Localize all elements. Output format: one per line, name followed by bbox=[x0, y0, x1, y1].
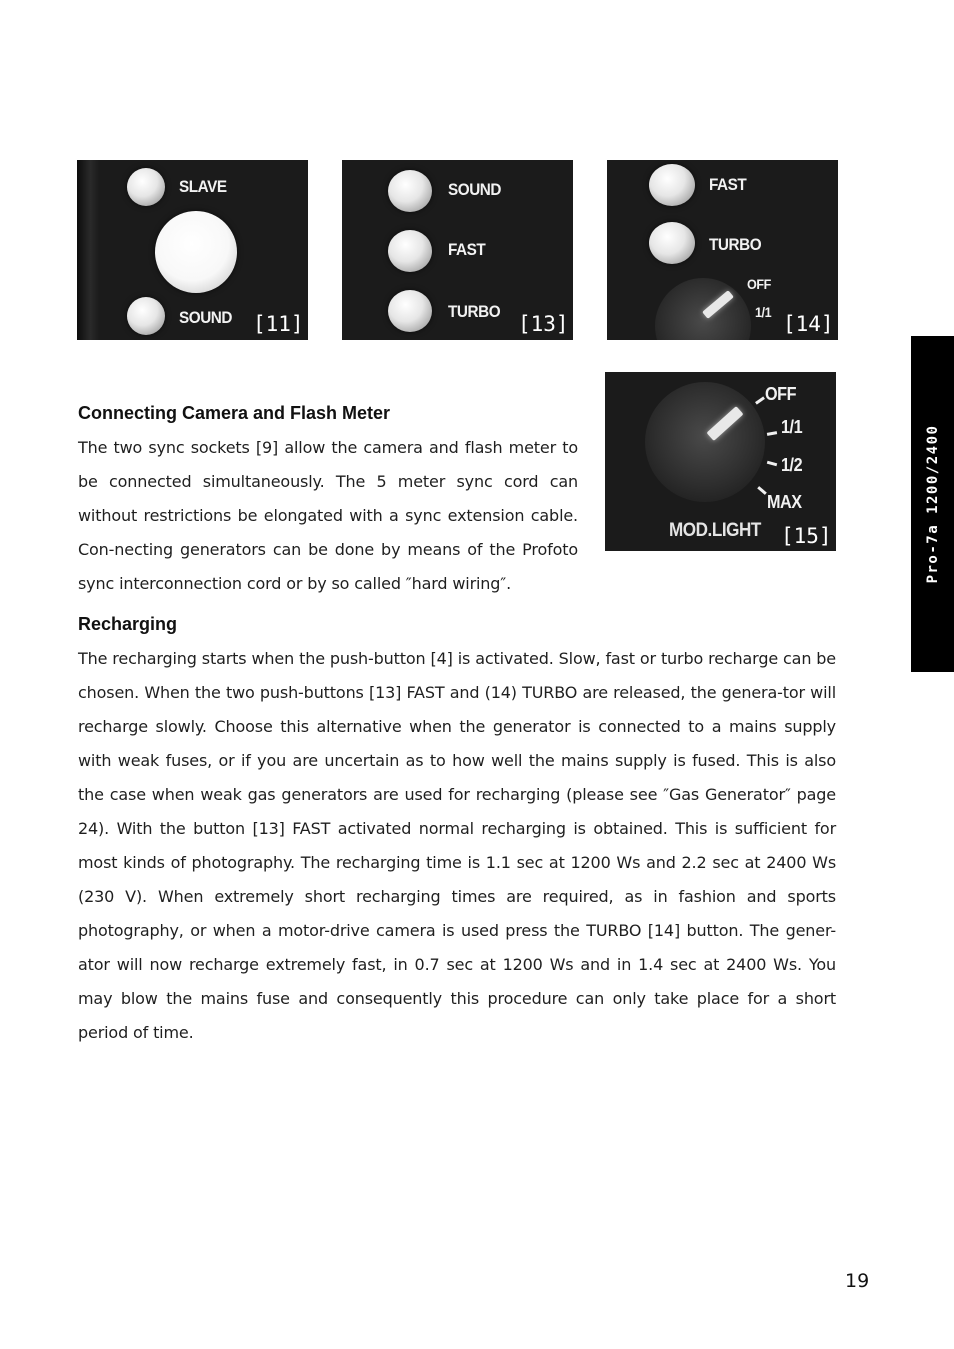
modlight-label: MOD.LIGHT bbox=[669, 520, 761, 541]
off-label: OFF bbox=[747, 276, 771, 292]
sound-label: SOUND bbox=[179, 308, 233, 327]
paragraph-connecting: The two sync sockets [9] allow the camera and flash meter to be connected simultaneously. The 5 meter sync cord can without restrictions be elongated with a sync extension cable. Con-necting generators can be done by means of the Profoto sync interconnection cord or by so called ″hard wiring″. bbox=[78, 438, 578, 593]
page-number: 19 bbox=[845, 1270, 870, 1292]
figure-14-photo bbox=[607, 160, 838, 340]
fast-button-photo bbox=[649, 164, 695, 206]
off-label: OFF bbox=[765, 384, 797, 404]
paragraph-recharging: The recharging starts when the push-button [4] is activated. Slow, fast or turbo recharge can be chosen. When the two push-buttons [13] FAST and (14) TURBO are released, the genera-tor will recharge slowly. Choose this alternative when the generator is connected to a mains supply with weak fuses, or if you are uncertain as to how well the mains supply is fused. This is also the case when weak gas generators are used for recharging (please see ″Gas Generator″ page 24). With the button [13] FAST activated normal recharging is obtained. This is sufficient for most kinds of photography. The recharging time is 1.1 sec at 1200 Ws and 2.2 sec at 2400 Ws (230 V). When extremely short recharging times are required, as in fashion and sports photography, or when a motor-drive camera is used press the TURBO [14] button. The gener-ator will now recharge extremely fast, in 0.7 sec at 1200 Ws and in 1.4 sec at 2400 Ws. You may blow the mains fuse and consequently this procedure can only take place for a short period of time. bbox=[78, 649, 836, 1042]
section-heading-connecting: Connecting Camera and Flash Meter bbox=[78, 403, 391, 423]
side-tab bbox=[911, 336, 954, 672]
figure-number: [14] bbox=[783, 312, 834, 336]
one-label: 1/1 bbox=[755, 304, 772, 320]
scale-tick bbox=[767, 431, 777, 436]
figure-number: [13] bbox=[518, 312, 569, 336]
sound-button-photo bbox=[127, 297, 165, 335]
turbo-button-photo bbox=[649, 222, 695, 264]
figure-15-photo bbox=[605, 372, 836, 551]
section-heading-recharging: Recharging bbox=[78, 614, 178, 634]
side-tab-label: Pro-7a 1200/2400 bbox=[924, 424, 941, 584]
fast-label: FAST bbox=[709, 175, 747, 194]
figure-11-photo bbox=[77, 160, 308, 340]
scale-tick bbox=[757, 486, 767, 495]
one-label: 1/1 bbox=[781, 417, 803, 437]
panel-edge bbox=[77, 160, 99, 340]
modlight-knob-photo bbox=[645, 382, 765, 502]
turbo-label: TURBO bbox=[448, 302, 501, 321]
scale-tick bbox=[755, 396, 765, 404]
slave-button-photo bbox=[127, 168, 165, 206]
fast-label: FAST bbox=[448, 240, 486, 259]
figure-number: [11] bbox=[253, 312, 304, 336]
half-label: 1/2 bbox=[781, 455, 803, 475]
turbo-label: TURBO bbox=[709, 235, 762, 254]
max-label: MAX bbox=[767, 492, 802, 512]
modlight-knob-photo bbox=[655, 278, 751, 340]
turbo-button-photo bbox=[388, 290, 432, 332]
figure-13-photo bbox=[342, 160, 573, 340]
slave-label: SLAVE bbox=[179, 177, 227, 196]
scale-tick bbox=[767, 461, 777, 466]
test-button-photo bbox=[155, 211, 237, 293]
sound-label: SOUND bbox=[448, 180, 502, 199]
sound-button-photo bbox=[388, 170, 432, 212]
fast-button-photo bbox=[388, 230, 432, 272]
figure-number: [15] bbox=[781, 524, 832, 548]
